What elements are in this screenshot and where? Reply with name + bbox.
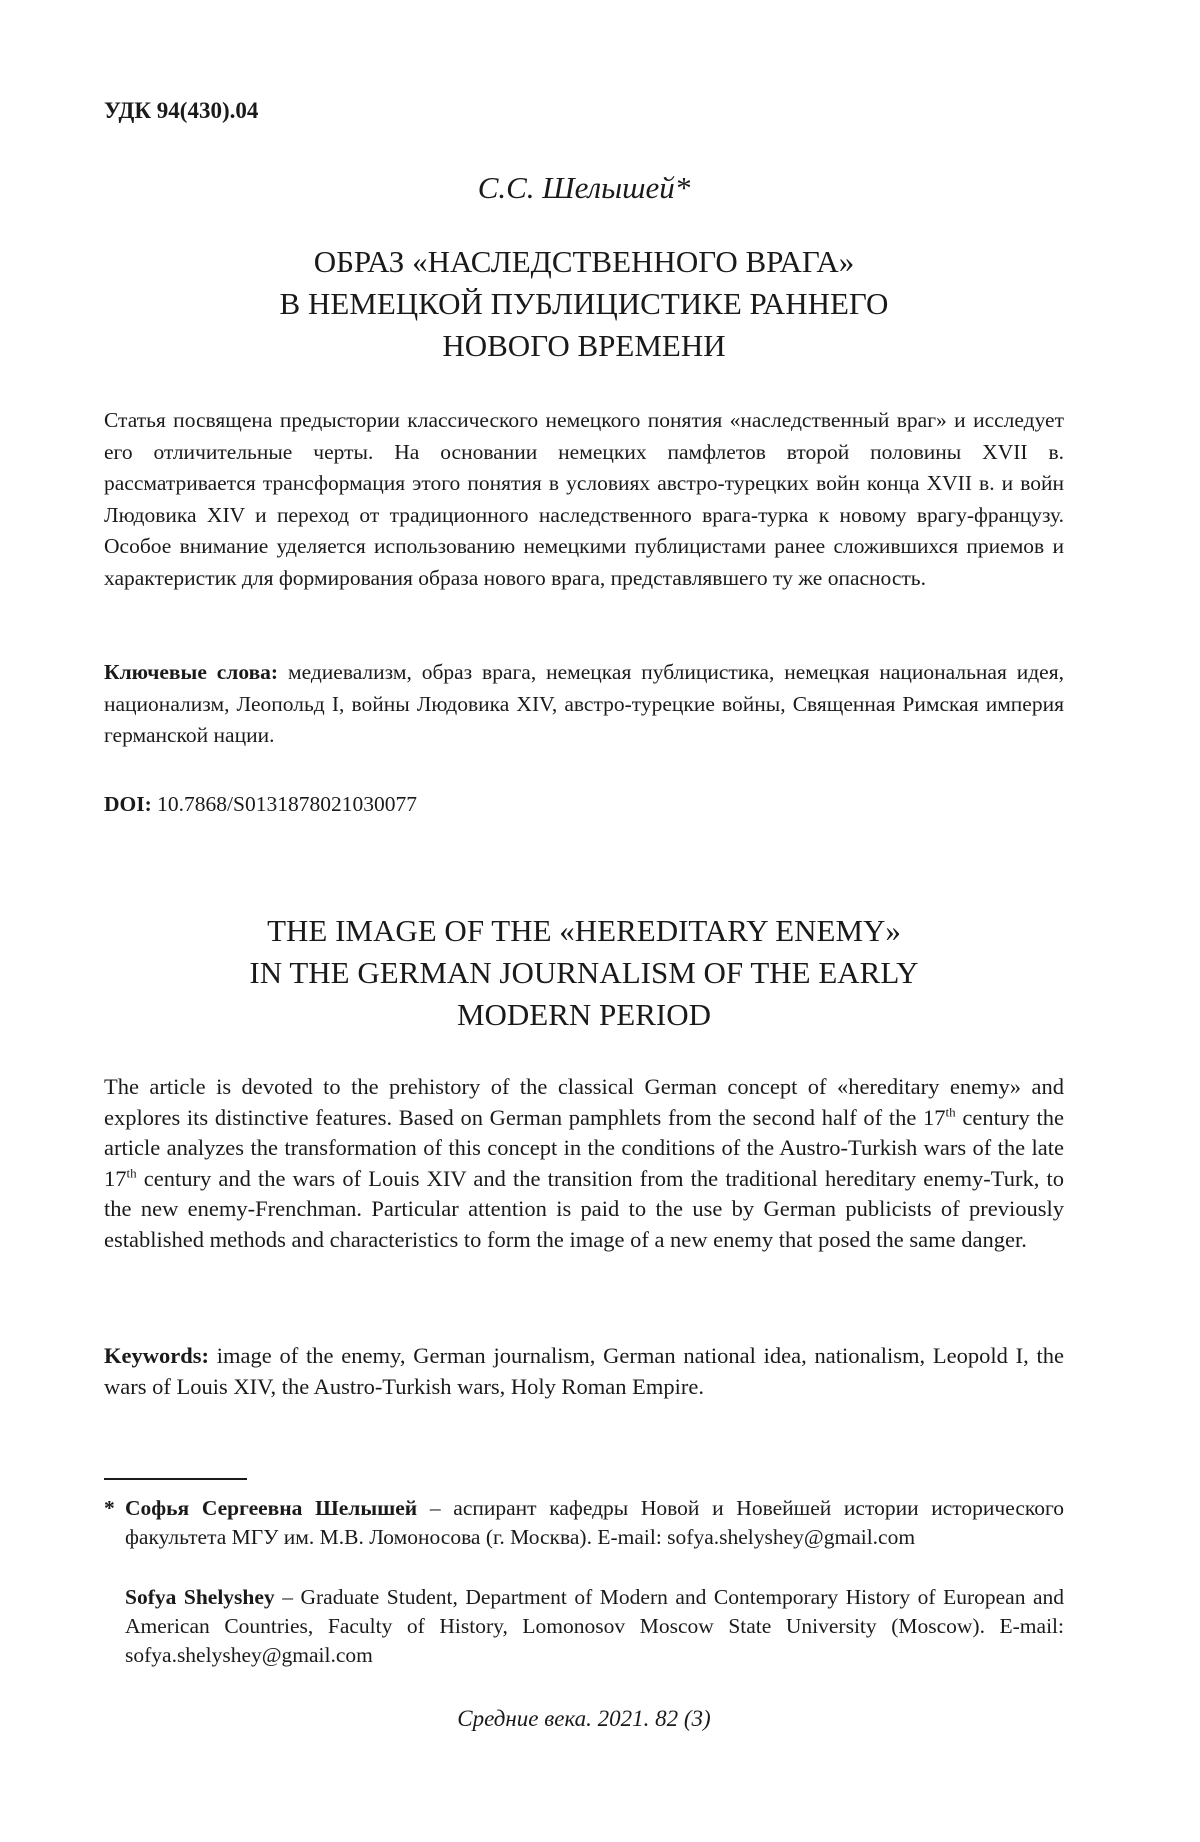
footnote-ru-body <box>125 1494 1064 1552</box>
keywords-ru-text: медиевализм, образ врага, немецкая публицистика, немецкая национальная идея, национализм, Леопольд I, войны Людовика XIV, австро-турецкие войны, Священная Римская империя германской нации. <box>104 660 1064 747</box>
title-en-line-1: THE IMAGE OF THE «HEREDITARY ENEMY» <box>104 910 1064 952</box>
title-ru-line-3: НОВОГО ВРЕМЕНИ <box>104 325 1064 367</box>
title-en <box>104 910 1064 1036</box>
footnote-ru-text: – аспирант кафедры Новой и Новейшей истории исторического факультета МГУ им. М.В. Ломоносова (г. Москва). E-mail: sofya.shelyshey@gmail.com <box>125 1496 1064 1549</box>
keywords-ru-label: Ключевые слова: <box>104 660 278 684</box>
title-ru-line-1: ОБРАЗ «НАСЛЕДСТВЕННОГО ВРАГА» <box>104 241 1064 283</box>
footnote-divider <box>104 1478 247 1480</box>
footnote-en <box>104 1583 1064 1670</box>
keywords-en-label: Keywords: <box>104 1343 209 1368</box>
author-name-ru: С.С. Шелышей* <box>104 170 1064 206</box>
abstract-en <box>104 1072 1064 1255</box>
keywords-ru <box>104 657 1064 752</box>
keywords-en <box>104 1341 1064 1402</box>
abstract-en-part-3: century and the wars of Louis XIV and the transition from the traditional hereditary enemy-Turk, to the new enemy-Frenchman. Particular attention is paid to the use by German publicists of previously established methods and characteristics to form the image of a new enemy that posed the same danger. <box>104 1166 1064 1252</box>
keywords-en-text: image of the enemy, German journalism, German national idea, nationalism, Leopold I, the wars of Louis XIV, the Austro-Turkish wars, Holy Roman Empire. <box>104 1343 1064 1399</box>
abstract-en-sup-2: th <box>127 1165 137 1180</box>
abstract-en-part-1: The article is devoted to the prehistory of the classical German concept of «hereditary enemy» and explores its distinctive features. Based on German pamphlets from the second half of the 17 <box>104 1074 1064 1130</box>
title-ru-line-2: В НЕМЕЦКОЙ ПУБЛИЦИСТИКЕ РАННЕГО <box>104 283 1064 325</box>
doi-value: 10.7868/S0131878021030077 <box>152 792 417 816</box>
footnote-marker: * <box>104 1494 115 1523</box>
abstract-en-part-2: century the article analyzes the transformation of this concept in the conditions of the Austro-Turkish wars of the late 17 <box>104 1105 1064 1191</box>
doi-label: DOI: <box>104 792 152 816</box>
footnote-en-body <box>125 1583 1064 1670</box>
footnote-en-text: – Graduate Student, Department of Modern and Contemporary History of European and American Countries, Faculty of History, Lomonosov Moscow State University (Moscow). E-mail: sofya.shelyshey@gmail.com <box>125 1585 1064 1667</box>
title-ru <box>104 241 1064 367</box>
udc-code: УДК 94(430).04 <box>104 98 258 124</box>
footnote-ru <box>104 1494 1064 1552</box>
title-en-line-2: IN THE GERMAN JOURNALISM OF THE EARLY <box>104 952 1064 994</box>
footnote-en-name: Sofya Shelyshey <box>125 1585 275 1609</box>
abstract-ru: Статья посвящена предыстории классического немецкого понятия «наследственный враг» и исследует его отличительные черты. На основании немецких памфлетов второй половины XVII в. рассматривается трансформация этого понятия в условиях австро-турецких войн конца XVII в. и войн Людовика XIV и переход от традиционного наследственного врага-турка к новому врагу-французу. Особое внимание уделяется использованию немецкими публицистами ранее сложившихся приемов и характеристик для формирования образа нового врага, представлявшего ту же опасность. <box>104 405 1064 594</box>
doi <box>104 789 1064 821</box>
journal-footer: Средние века. 2021. 82 (3) <box>104 1706 1064 1732</box>
footnote-ru-name: Софья Сергеевна Шелышей <box>125 1496 417 1520</box>
abstract-en-sup-1: th <box>946 1104 956 1119</box>
article-page <box>104 0 1064 1842</box>
title-en-line-3: MODERN PERIOD <box>104 994 1064 1036</box>
